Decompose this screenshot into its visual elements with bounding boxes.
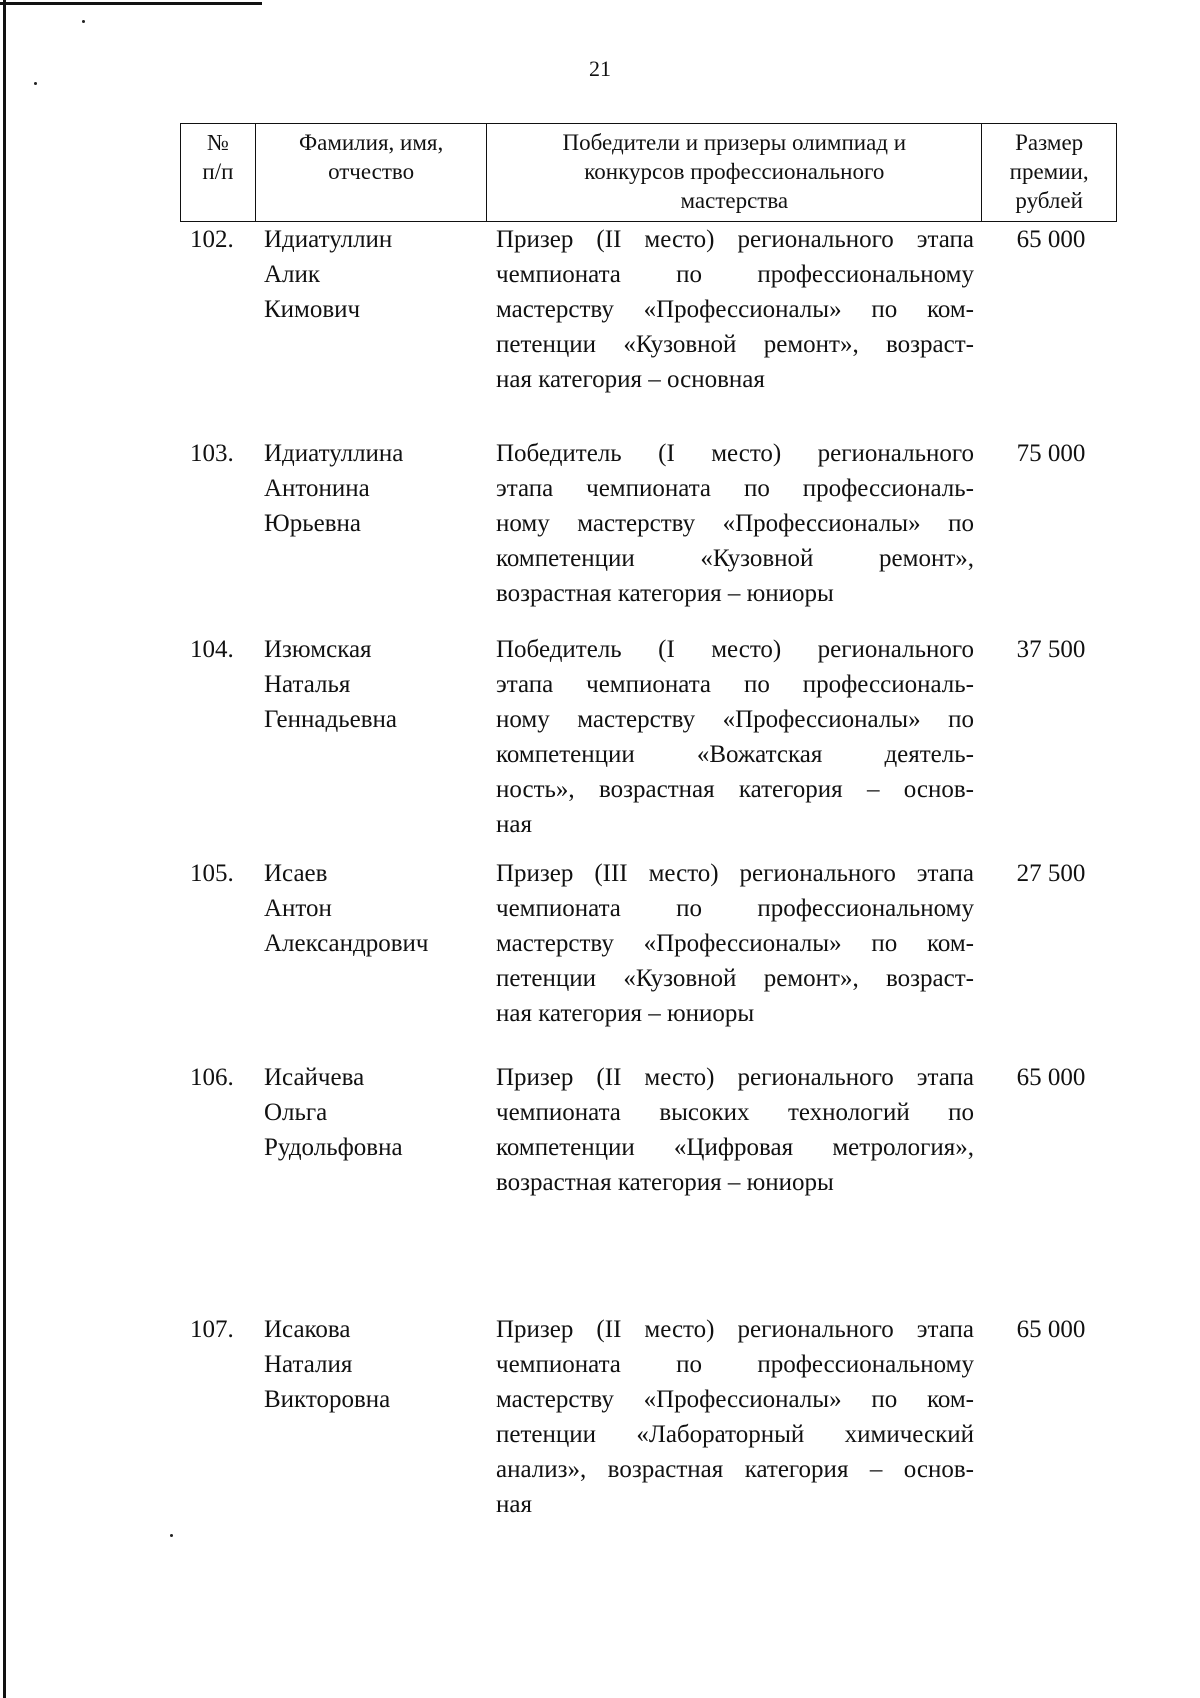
achievement-line: ному мастерству «Профессионалы» по bbox=[496, 706, 974, 733]
row-achievement bbox=[496, 1060, 974, 1200]
achievement-line: ная bbox=[496, 1491, 532, 1518]
row-achievement bbox=[496, 222, 974, 397]
row-number: 104. bbox=[190, 636, 234, 663]
achievement-line: мастерству «Профессионалы» по ком- bbox=[496, 1386, 974, 1413]
achievement-line: этапа чемпионата по профессиональ- bbox=[496, 671, 974, 698]
achievement-line: Призер (II место) регионального этапа bbox=[496, 226, 974, 253]
row-achievement bbox=[496, 436, 974, 611]
achievement-line: Призер (III место) регионального этапа bbox=[496, 860, 974, 887]
achievement-line: Победитель (I место) регионального bbox=[496, 440, 974, 467]
scan-speck bbox=[170, 1534, 173, 1537]
table-header bbox=[180, 123, 1117, 222]
row-full-name: Идиатуллин Алик Кимович bbox=[264, 226, 393, 323]
row-number: 106. bbox=[190, 1064, 234, 1091]
achievement-line: Победитель (I место) регионального bbox=[496, 636, 974, 663]
row-prize-amount: 65 000 bbox=[1016, 1316, 1086, 1343]
row-prize-amount: 37 500 bbox=[1016, 636, 1086, 663]
header-full-name: Фамилия, имя, отчество bbox=[256, 124, 488, 221]
achievement-line: компетенции «Вожатская деятель- bbox=[496, 741, 974, 768]
achievement-line: Призер (II место) регионального этапа bbox=[496, 1064, 974, 1091]
achievement-line: этапа чемпионата по профессиональ- bbox=[496, 475, 974, 502]
achievement-line: петенции «Лабораторный химический bbox=[496, 1421, 974, 1448]
achievement-line: анализ», возрастная категория – основ- bbox=[496, 1456, 974, 1483]
achievement-line: ному мастерству «Профессионалы» по bbox=[496, 510, 974, 537]
achievement-line: Призер (II место) регионального этапа bbox=[496, 1316, 974, 1343]
row-number: 107. bbox=[190, 1316, 234, 1343]
row-prize-amount: 27 500 bbox=[1016, 860, 1086, 887]
row-number: 102. bbox=[190, 226, 234, 253]
page-number: 21 bbox=[589, 56, 611, 81]
header-number: № п/п bbox=[181, 124, 256, 221]
achievement-line: чемпионата по профессиональному bbox=[496, 1351, 974, 1378]
achievement-line: возрастная категория – юниоры bbox=[496, 580, 834, 607]
row-number: 105. bbox=[190, 860, 234, 887]
header-achievement: Победители и призеры олимпиад и конкурсов профессионального мастерства bbox=[487, 124, 982, 221]
achievement-line: мастерству «Профессионалы» по ком- bbox=[496, 296, 974, 323]
row-prize-amount: 75 000 bbox=[1016, 440, 1086, 467]
row-prize-amount: 65 000 bbox=[1016, 226, 1086, 253]
achievement-line: компетенции «Кузовной ремонт», bbox=[496, 545, 974, 572]
row-full-name: Исаев Антон Александрович bbox=[264, 860, 429, 957]
scan-edge-top bbox=[0, 2, 262, 5]
scan-speck bbox=[34, 82, 37, 85]
row-full-name: Исайчева Ольга Рудольфовна bbox=[264, 1064, 403, 1161]
achievement-line: петенции «Кузовной ремонт», возраст- bbox=[496, 331, 974, 358]
row-full-name: Идиатуллина Антонина Юрьевна bbox=[264, 440, 404, 537]
row-achievement bbox=[496, 856, 974, 1031]
achievement-line: чемпионата высоких технологий по bbox=[496, 1099, 974, 1126]
achievement-line: чемпионата по профессиональному bbox=[496, 895, 974, 922]
achievement-line: чемпионата по профессиональному bbox=[496, 261, 974, 288]
scan-edge-left bbox=[3, 0, 6, 1698]
row-achievement bbox=[496, 632, 974, 842]
row-prize-amount: 65 000 bbox=[1016, 1064, 1086, 1091]
header-prize-amount: Размер премии, рублей bbox=[1009, 130, 1089, 213]
achievement-line: петенции «Кузовной ремонт», возраст- bbox=[496, 965, 974, 992]
achievement-line: компетенции «Цифровая метрология», bbox=[496, 1134, 974, 1161]
row-full-name: Изюмская Наталья Геннадьевна bbox=[264, 636, 397, 733]
achievement-line: ная категория – основная bbox=[496, 366, 765, 393]
row-achievement bbox=[496, 1312, 974, 1522]
achievement-line: мастерству «Профессионалы» по ком- bbox=[496, 930, 974, 957]
achievement-line: ность», возрастная категория – основ- bbox=[496, 776, 974, 803]
achievement-line: ная категория – юниоры bbox=[496, 1000, 755, 1027]
achievement-line: ная bbox=[496, 811, 532, 838]
scan-speck bbox=[82, 20, 85, 23]
achievement-line: возрастная категория – юниоры bbox=[496, 1169, 834, 1196]
row-number: 103. bbox=[190, 440, 234, 467]
row-full-name: Исакова Наталия Викторовна bbox=[264, 1316, 391, 1413]
